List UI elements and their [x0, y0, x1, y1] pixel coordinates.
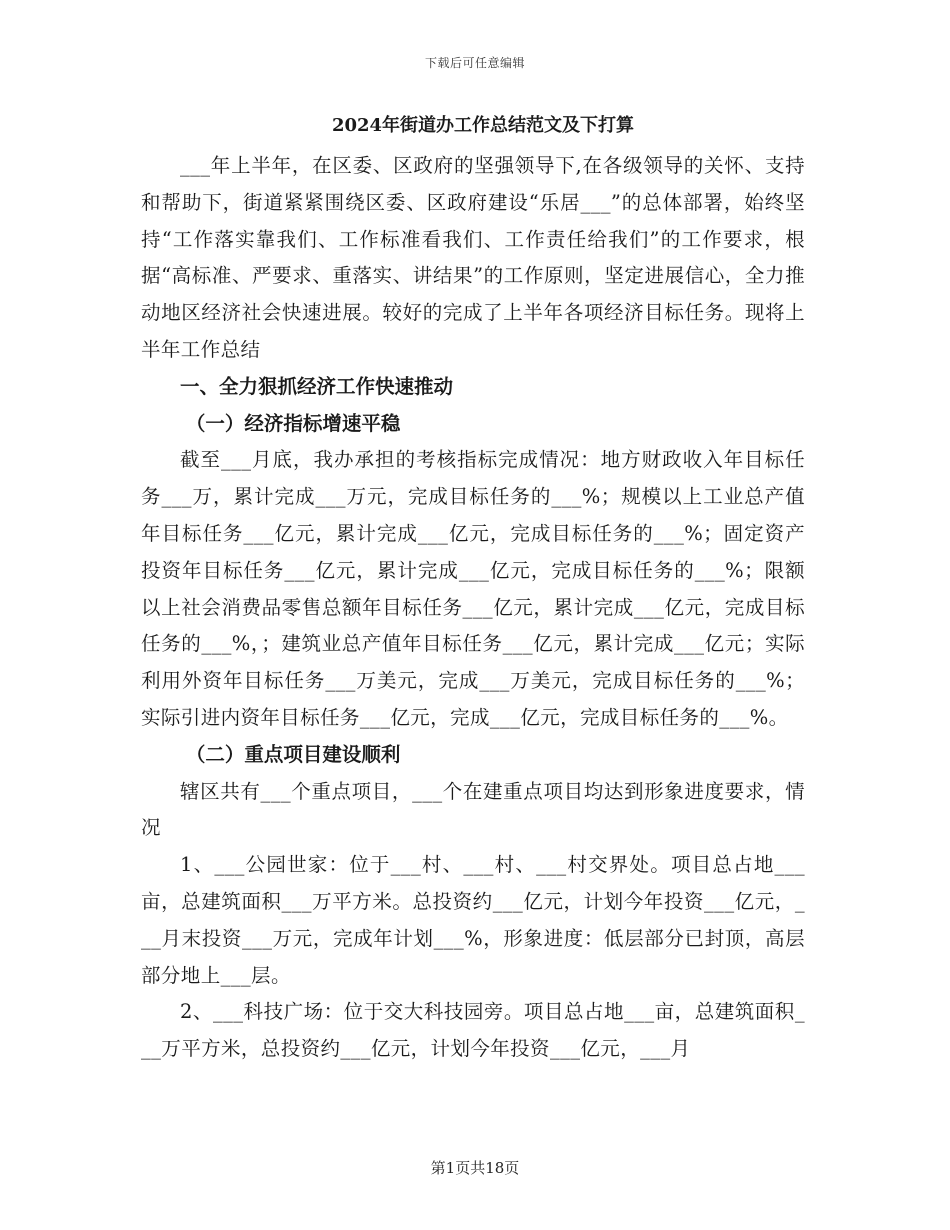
section-heading-1: 一、全力狠抓经济工作快速推动 [180, 374, 454, 398]
subsection-heading-key-projects: （二）重点项目建设顺利 [185, 742, 401, 766]
project-item-1: 1、___公园世家：位于___村、___村、___村交界处。项目总占地___亩，总建筑面积___万平方米。总投资约___亿元，计划今年投资___亿元，___月末投资___万元，完成年计划___%，形象进度：低层部分已封顶，高层部分地上___层。 [141, 853, 805, 987]
header-note: 下载后可任意编辑 [424, 56, 525, 70]
document-body [141, 112, 805, 1068]
document-title: 2024年街道办工作总结范文及下打算 [331, 115, 635, 136]
economic-indicators-paragraph: 截至___月底，我办承担的考核指标完成情况：地方财政收入年目标任务___万，累计完成___万元，完成目标任务的___%；规模以上工业总产值年目标任务___亿元，累计完成___亿元，完成目标任务的___%；固定资产投资年目标任务___亿元，累计完成___亿元，完成目标任务的___%；限额以上社会消费品零售总额年目标任务___亿元，累计完成___亿元，完成目标任务的___%，；建筑业总产值年目标任务___亿元，累计完成___亿元；实际利用外资年目标任务___万美元，完成___万美元，完成目标任务的___%；实际引进内资年目标任务___亿元，完成___亿元，完成目标任务的___%。 [141, 448, 805, 729]
project-item-2: 2、___科技广场：位于交大科技园旁。项目总占地___亩，总建筑面积___万平方米，总投资约___亿元，计划今年投资___亿元，___月 [141, 1000, 805, 1061]
intro-paragraph: ___年上半年，在区委、区政府的坚强领导下,在各级领导的关怀、支持和帮助下，街道紧紧围绕区委、区政府建设“乐居___”的总体部署，始终坚持“工作落实靠我们、工作标准看我们、工作责任给我们”的工作要求，根据“高标准、严要求、重落实、讲结果”的工作原则，坚定进展信心，全力推动地区经济社会快速进展。较好的完成了上半年各项经济目标任务。现将上半年工作总结 [141, 154, 805, 361]
subsection-heading-economic-indicators: （一）经济指标增速平稳 [185, 411, 401, 435]
page-footer: 第1页共18页 [430, 1159, 520, 1177]
key-projects-paragraph: 辖区共有___个重点项目，___个在建重点项目均达到形象进度要求，情况 [141, 779, 805, 840]
